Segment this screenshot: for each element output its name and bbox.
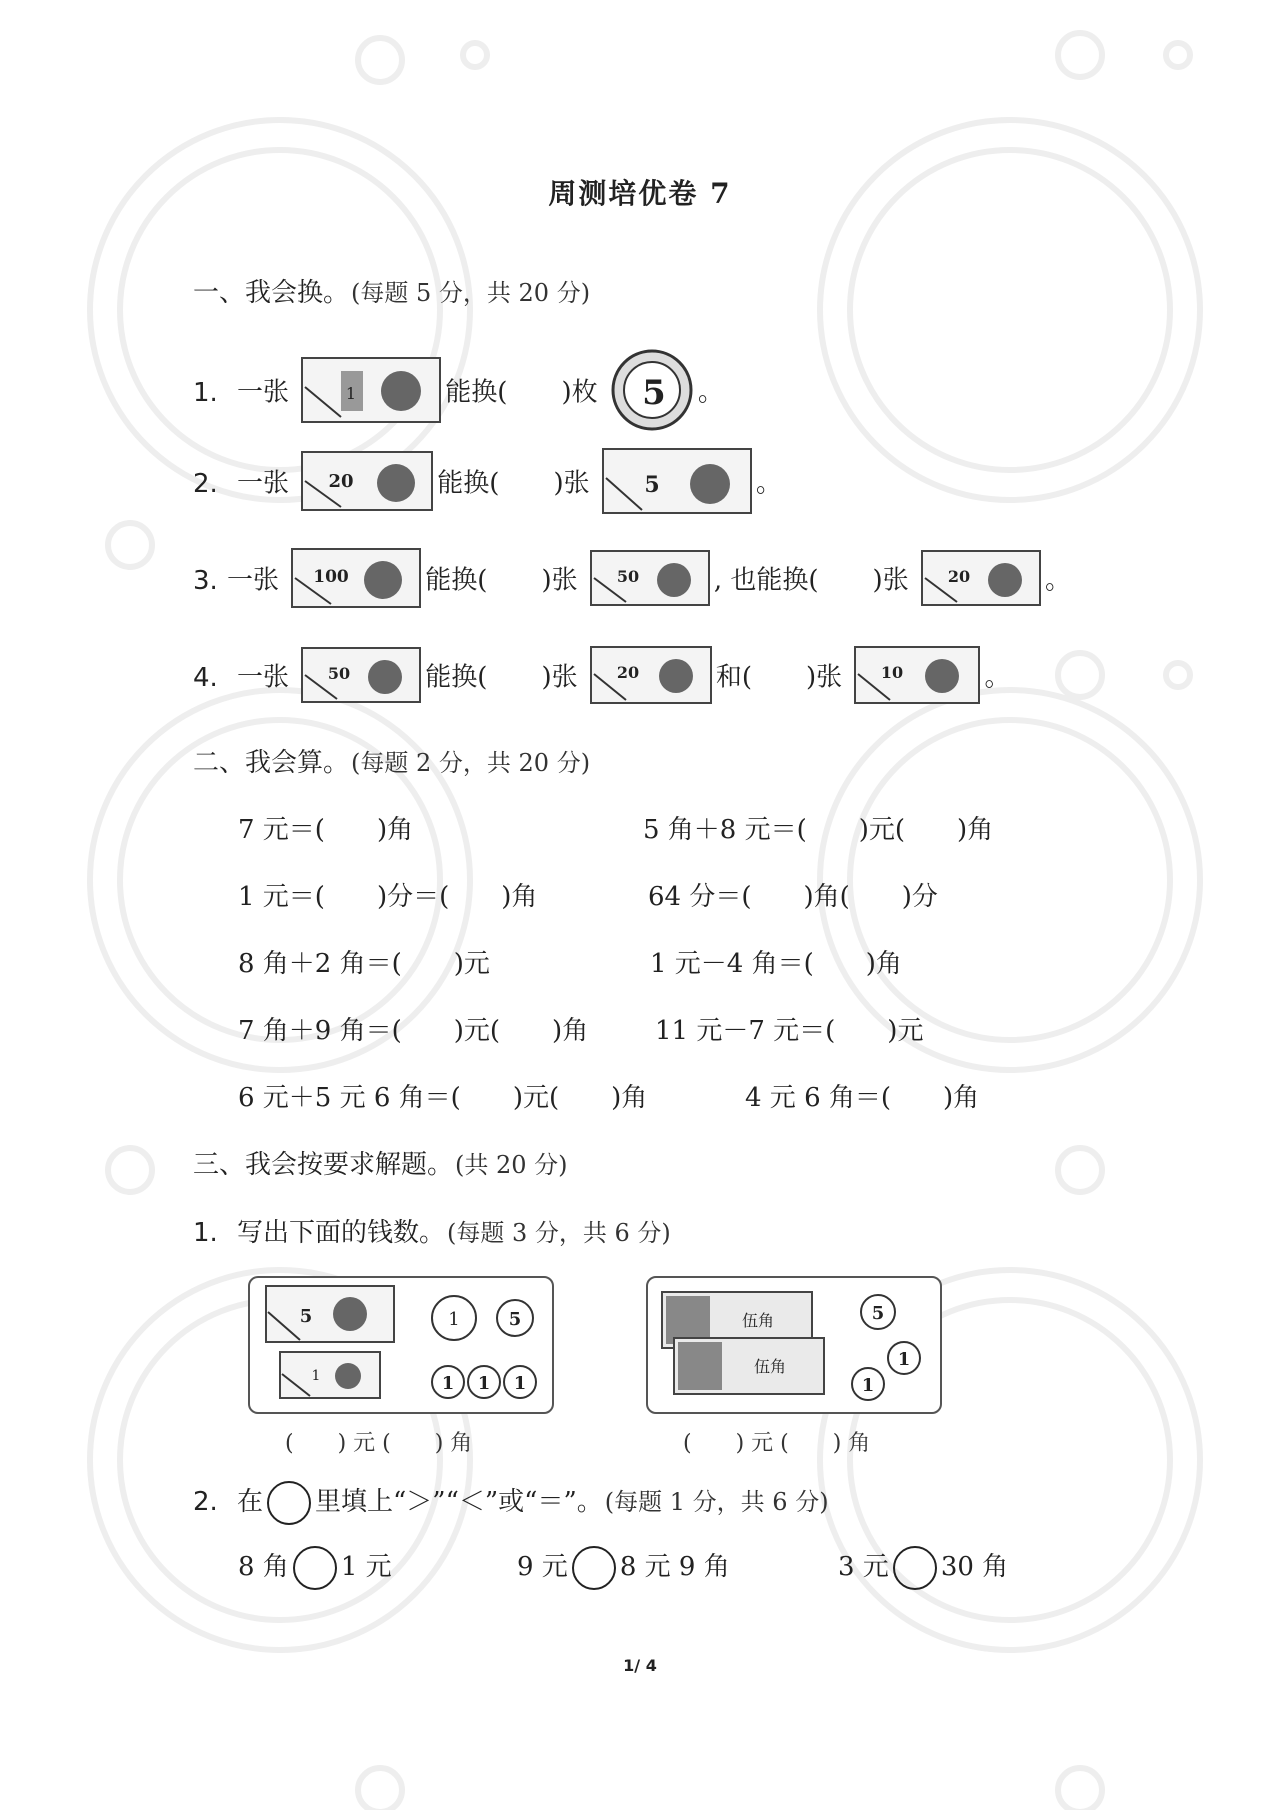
question-text: 。 xyxy=(697,377,724,408)
calc-item: 8 角＋2 角＝( )元 xyxy=(238,949,490,979)
money-box-1 xyxy=(248,1276,554,1414)
circle-blank xyxy=(293,1546,337,1590)
question-note: (每题 1 分，共 6 分) xyxy=(604,1488,829,1516)
banknote-value: 20 xyxy=(616,663,639,682)
calc-item: 6 元＋5 元 6 角＝( )元( )角 xyxy=(238,1083,648,1113)
banknote-value: 1 xyxy=(311,1368,321,1384)
banknote-image xyxy=(602,448,752,521)
question-text: 能换( xyxy=(425,565,488,596)
section1-heading: 一、我会换。 xyxy=(193,278,350,308)
question1-3 xyxy=(193,548,1071,615)
banknote-label: 伍角 xyxy=(753,1357,787,1376)
section1-note: (每题 5 分，共 20 分) xyxy=(351,279,591,307)
question-text: )张 xyxy=(541,565,578,596)
question-text: 。 xyxy=(1044,565,1071,596)
question-number: 2. xyxy=(193,1487,218,1517)
banknote-image xyxy=(854,646,980,711)
compare-right: 30 角 xyxy=(940,1552,1009,1582)
question1-1 xyxy=(193,348,724,439)
banknote-value: 10 xyxy=(881,663,904,682)
money-box-2 xyxy=(646,1276,942,1414)
banknote-value: 50 xyxy=(328,664,351,683)
question-text: 。 xyxy=(984,662,1011,693)
question-text: )张 xyxy=(553,468,590,499)
question3-1 xyxy=(193,1212,671,1249)
coin-value: 1 xyxy=(441,1373,455,1394)
banknote-label: 伍角 xyxy=(741,1311,775,1330)
question-number: 2. xyxy=(193,468,218,499)
page-number: 1/ 4 xyxy=(623,1656,657,1675)
question-text: 和( xyxy=(715,662,753,693)
compare-item xyxy=(838,1546,1008,1590)
circle-blank xyxy=(572,1546,616,1590)
coin-image xyxy=(888,1342,920,1374)
compare-left: 3 元 xyxy=(838,1552,889,1582)
calc-item: 64 分＝( )角( )分 xyxy=(648,882,938,912)
question-text: )张 xyxy=(806,662,843,693)
calc-item: 5 角＋8 元＝( )元( )角 xyxy=(643,815,994,845)
banknote-image xyxy=(280,1352,380,1398)
compare-left: 9 元 xyxy=(517,1552,568,1582)
question-text: )张 xyxy=(541,662,578,693)
page-title: 周测培优卷 7 xyxy=(548,177,732,210)
question-note: (每题 3 分，共 6 分) xyxy=(447,1219,671,1247)
question-number: 1. xyxy=(193,1218,218,1248)
coin-value: 1 xyxy=(477,1373,491,1394)
coin-image xyxy=(852,1368,884,1400)
question-text: 在 xyxy=(237,1487,264,1517)
calc-item: 7 角＋9 角＝( )元( )角 xyxy=(238,1016,589,1046)
banknote-value: 5 xyxy=(299,1306,313,1327)
coin-image xyxy=(861,1295,895,1329)
question-text: )张 xyxy=(872,565,909,596)
compare-left: 8 角 xyxy=(238,1552,289,1582)
question-number: 4. xyxy=(193,662,218,693)
section3-note: (共 20 分) xyxy=(455,1151,568,1179)
question-text: )枚 xyxy=(561,377,598,408)
banknote-image xyxy=(291,548,421,615)
calc-item: 4 元 6 角＝( )角 xyxy=(745,1083,980,1113)
coin-value: 1 xyxy=(861,1375,875,1396)
banknote-value: 20 xyxy=(947,567,971,586)
compare-right: 1 元 xyxy=(340,1552,392,1582)
banknote-image xyxy=(590,550,710,613)
section2-heading: 二、我会算。 xyxy=(193,748,350,778)
question-text: 能换( xyxy=(437,468,500,499)
calc-item: 1 元＝( )分＝( )角 xyxy=(238,882,538,912)
coin-image xyxy=(468,1366,500,1398)
question-text: , 也能换( xyxy=(713,565,819,596)
banknote-value: 20 xyxy=(328,471,354,492)
section2-heading-row xyxy=(193,742,590,779)
banknote-value: 5 xyxy=(644,472,660,498)
banknote-image xyxy=(266,1286,394,1342)
banknote-image xyxy=(301,451,433,518)
section3-heading-row xyxy=(193,1144,568,1181)
coin-value: 1 xyxy=(897,1349,911,1370)
question-number: 1. xyxy=(193,377,218,408)
coin-value: 1 xyxy=(448,1309,460,1330)
question-text: 能换( xyxy=(445,377,508,408)
banknote-image xyxy=(301,647,421,710)
answer-blank-1: ( ) 元 ( ) 角 xyxy=(285,1431,473,1456)
question1-4 xyxy=(193,646,1010,711)
question1-2 xyxy=(193,448,782,521)
question-number: 3. xyxy=(193,565,218,596)
calc-item: 11 元－7 元＝( )元 xyxy=(655,1016,924,1046)
question-text: 一张 xyxy=(237,662,290,693)
coin-value: 1 xyxy=(513,1373,527,1394)
question-text: 能换( xyxy=(425,662,488,693)
coin-value: 5 xyxy=(508,1309,522,1330)
banknote-value: 50 xyxy=(616,567,639,586)
question-text: 里填上“＞”“＜”或“＝”。 xyxy=(315,1487,603,1517)
section1-heading-row xyxy=(193,272,590,309)
calc-item: 1 元－4 角＝( )角 xyxy=(650,949,902,979)
section3-heading: 三、我会按要求解题。 xyxy=(193,1150,454,1180)
coin-image xyxy=(432,1366,464,1398)
coin-image xyxy=(610,348,694,439)
section2-note: (每题 2 分，共 20 分) xyxy=(351,749,591,777)
coin-image xyxy=(432,1296,476,1340)
banknote-image xyxy=(301,357,441,430)
banknote-value: 100 xyxy=(313,567,350,587)
question3-2 xyxy=(193,1481,829,1525)
coin-image xyxy=(504,1366,536,1398)
coin-image xyxy=(497,1300,533,1336)
answer-blank-2: ( ) 元 ( ) 角 xyxy=(683,1431,871,1456)
question-text: 。 xyxy=(755,468,782,499)
question-text: 一张 xyxy=(227,565,280,596)
compare-item xyxy=(238,1546,392,1590)
circle-blank xyxy=(267,1481,311,1525)
banknote-image xyxy=(674,1338,824,1394)
compare-right: 8 元 9 角 xyxy=(619,1552,730,1582)
question-text: 一张 xyxy=(237,468,290,499)
compare-item xyxy=(517,1546,730,1590)
question-text: 一张 xyxy=(237,377,290,408)
coin-value: 5 xyxy=(642,373,666,413)
banknote-value: 1 xyxy=(346,384,357,403)
question-text: 写出下面的钱数。 xyxy=(237,1218,446,1248)
calc-item: 7 元＝( )角 xyxy=(238,815,414,845)
circle-blank xyxy=(893,1546,937,1590)
coin-value: 5 xyxy=(871,1303,885,1324)
banknote-image xyxy=(590,646,712,711)
banknote-image xyxy=(921,550,1041,613)
